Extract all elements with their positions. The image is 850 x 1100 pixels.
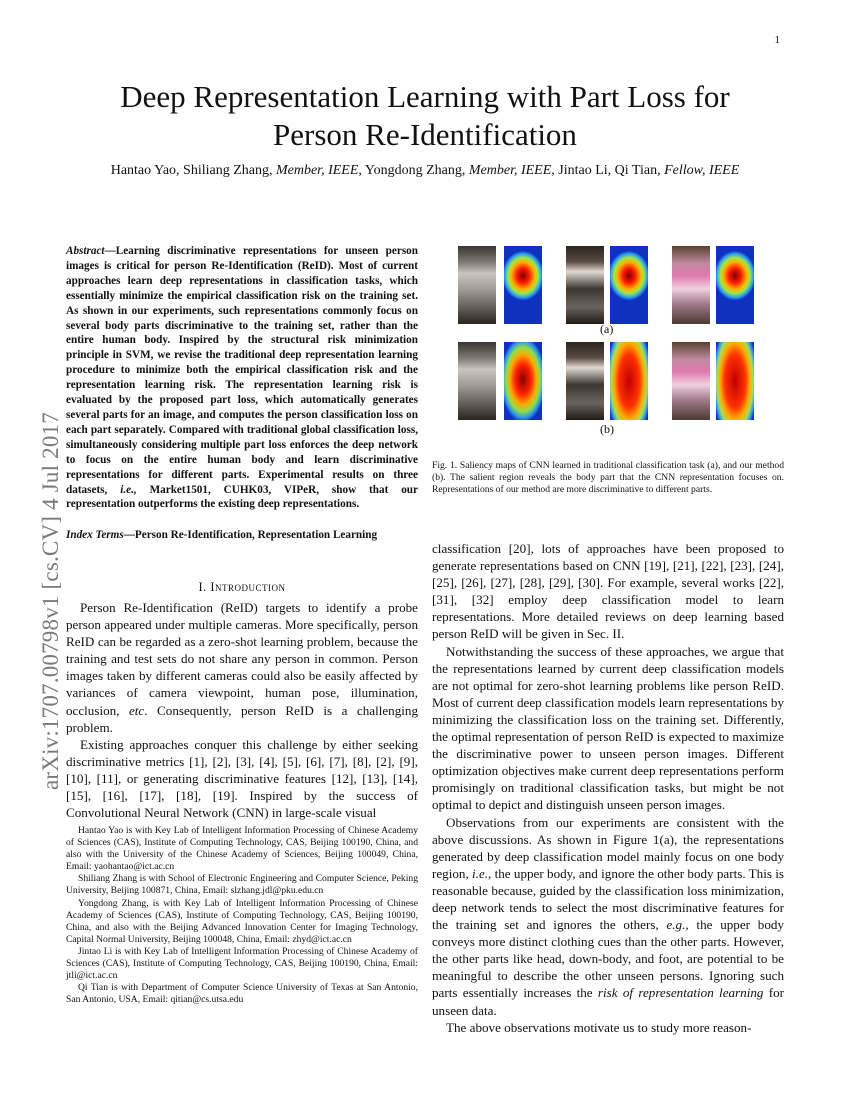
- author-names-3: , Jintao Li, Qi Tian,: [551, 163, 665, 178]
- paragraph: classification [20], lots of approaches have been proposed to generate representations based on CNN [19], [21], [22], [23], [24], [25], [26], [27], [28], [29], [30]. For example, several works [22], [31], [32] employ deep classification model to learn representations. More detailed reviews on deep learning based person ReID will be given in Sec. II.: [432, 541, 784, 642]
- saliency-map: [716, 246, 754, 324]
- abstract-text-2: Market1501, CUHK03, VIPeR, show that our representation outperforms the existing deep representations.: [66, 483, 418, 511]
- author-role-3: Fellow, IEEE: [664, 163, 740, 178]
- person-image: [458, 342, 496, 420]
- paragraph: Existing approaches conquer this challenge by either seeking discriminative metrics [1], [2], [3], [4], [5], [6], [7], [8], [2], [9], [10], [11], or generating discriminative features [12], [13], [14], [15], [16], [17], [18], [19]. Inspired by the success of Convolutional Neural Network (CNN) in large-scale visual: [66, 736, 418, 821]
- paragraph: The above observations motivate us to study more reason-: [446, 1019, 752, 1035]
- paragraph-italic: etc: [128, 702, 145, 718]
- author-names-2: , Yongdong Zhang,: [358, 163, 469, 178]
- footnotes: [66, 825, 418, 1006]
- person-image: [672, 342, 710, 420]
- paragraph-text: Person Re-Identification (ReID) targets to identify a probe person appeared under multiple cameras. More specifically, person ReID can be regarded as a zero-shot learning problem, because the training and test sets do not share any person in common. Person images taken by different cameras could also be easily affected by variances of camera viewpoint, human pose, illumination, occlusion,: [66, 600, 418, 718]
- footnote: Qi Tian is with Department of Computer Science University of Texas at San Antonio, San Antonio, USA, Email: qitian@cs.utsa.edu: [66, 982, 418, 1006]
- paper-title: [60, 78, 790, 154]
- paragraph-italic: i.e.: [472, 865, 489, 881]
- title-line-1: Deep Representation Learning with Part Loss for: [120, 79, 730, 114]
- paragraph-text: for unseen data.: [432, 985, 785, 1018]
- page-number: 1: [774, 34, 780, 46]
- saliency-map: [716, 342, 754, 420]
- saliency-map: [504, 342, 542, 420]
- column-2-body: [432, 540, 784, 1036]
- saliency-map: [610, 246, 648, 324]
- author-role-1: Member, IEEE: [275, 163, 359, 178]
- section-heading-introduction: [66, 580, 418, 595]
- saliency-map: [610, 342, 648, 420]
- paragraph-text: Observations from our experiments are consistent with the above discussions. As shown in Figure 1(a), the representations generated by deep classification model mainly focus on one body region,: [432, 814, 784, 881]
- footnote: Jintao Li is with Key Lab of Intelligent Information Processing of Chinese Academy of Sciences (CAS), Institute of Computing Technology, CAS, Beijing 100190, China, Email: jtli@ict.ac.cn: [66, 945, 418, 982]
- author-names-1: Hantao Yao, Shiliang Zhang,: [110, 163, 276, 178]
- person-image: [458, 246, 496, 324]
- figure-label-a: (a): [600, 322, 614, 336]
- index-terms: [66, 528, 418, 543]
- column-1-body: [66, 599, 418, 821]
- abstract-ie: i.e.,: [120, 483, 137, 496]
- abstract-label: Abstract: [66, 245, 105, 257]
- paragraph: [66, 599, 418, 736]
- footnote: Hantao Yao is with Key Lab of Intelligent Information Processing of Chinese Academy of Sciences (CAS), Institute of Computing Technology, CAS, Beijing 100190, China, and also with the University of the Chinese Academy of Sciences, Beijing 100049, China, Email: yaohantao@ict.ac.cn: [66, 825, 418, 873]
- person-image: [566, 342, 604, 420]
- index-terms-label: Index Terms: [66, 529, 124, 541]
- section-title: Introduction: [210, 580, 286, 594]
- footnote: Yongdong Zhang, is with Key Lab of Intelligent Information Processing of Chinese Academy of Sciences (CAS), Institute of Computing Technology, CAS, Beijing 100190, China, and also with the Beijing Advanced Innovation Center for Imaging Technology, Capital Normal University, Beijing 100048, China, Email: zhyd@ict.ac.cn: [66, 897, 418, 945]
- figure-1: [432, 242, 784, 442]
- author-role-2: Member, IEEE: [468, 163, 552, 178]
- abstract-text-1: —Learning discriminative representations for unseen person images is critical for person Re-Identification (ReID). Most of current approaches learn deep representations in classification tasks, which essentially minimize the empirical classification risk on the training set. As shown in our experiments, such representations commonly focus on several body parts discriminative to the training set, rather than the entire human body. Inspired by the structural risk minimization principle in SVM, we revise the traditional deep representation learning procedure to minimize both the empirical classification risk and the representation learning risk. The representation learning risk is evaluated by the proposed part loss, which automatically generates several parts for an image, and computes the person classification loss on each part separately. Compared with traditional global classification loss, simultaneously considering multiple part loss enforces the deep network to focus on the entire human body and learn discriminative representations for different parts. Experimental results on three datasets,: [66, 245, 418, 496]
- figure-caption: Fig. 1. Saliency maps of CNN learned in traditional classification task (a), and our method (b). The salient region reveals the body part that the CNN representation focuses on. Representations of our method are more discriminative to different parts.: [432, 460, 784, 496]
- paragraph-text: , the upper body conveys more distinct clothing cues than the other parts. However, the other parts like head, down-body, and foot, are potential to be meaningful to describe the other unseen persons. Ignoring such parts essentially increases the: [432, 917, 784, 1001]
- paragraph-italic: risk of representation learning: [597, 985, 764, 1001]
- footnote: Shiliang Zhang is with School of Electronic Engineering and Computer Science, Peking University, Beijing 100871, China, Email: slzhang.jdl@pku.edu.cn: [66, 873, 418, 897]
- paragraph-text: . Consequently, person ReID is a challenging problem.: [66, 702, 418, 735]
- arxiv-identifier[interactable]: arXiv:1707.00798v1 [cs.CV] 4 Jul 2017: [38, 412, 63, 790]
- paragraph-text: , the upper body, and ignore the other body parts. This is reasonable because, guided by the classification loss minimization, deep network tends to select the most discriminative features for the training set and ignores the others,: [432, 865, 784, 933]
- paragraph: Notwithstanding the success of these approaches, we argue that the representations learned by current deep classification models are not optimal for zero-shot learning problems like person ReID. Most of current deep classification models learn representations by minimizing the classification loss on the training set. Differently, the optimal representation of person ReID is expected to maximize the discriminative power to unseen person images. Different optimization objectives make current deep representations perform promisingly on traditional classification tasks, but might be not optimal to depict and distinguish unseen person images.: [432, 643, 784, 813]
- person-image: [566, 246, 604, 324]
- paragraph: [432, 814, 784, 1019]
- saliency-map: [504, 246, 542, 324]
- figure-label-b: (b): [600, 422, 614, 436]
- author-list: [60, 163, 790, 179]
- index-terms-text: —Person Re-Identification, Representation Learning: [123, 529, 378, 541]
- abstract: [66, 244, 418, 512]
- paragraph-italic: e.g.: [666, 917, 686, 933]
- section-number: I.: [198, 580, 211, 594]
- person-image: [672, 246, 710, 324]
- title-line-2: Person Re-Identification: [273, 117, 577, 152]
